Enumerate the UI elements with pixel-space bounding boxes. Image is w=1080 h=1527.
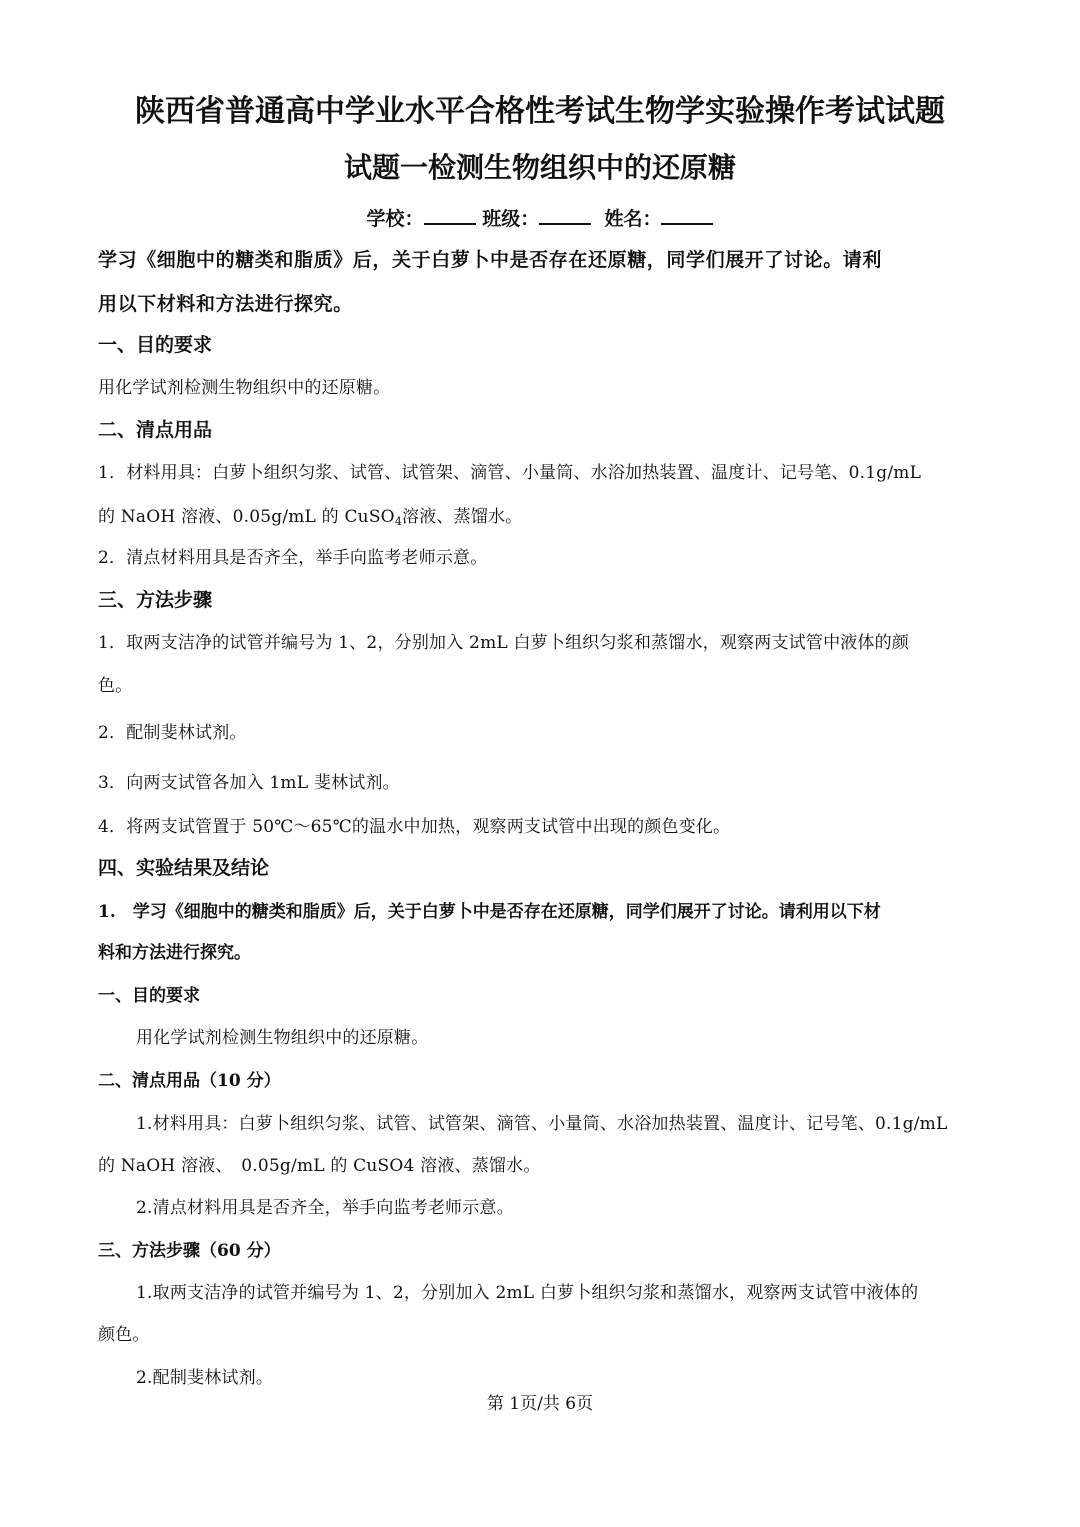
answer-materials-item-1-line-1: 1.材料用具：白萝卜组织匀浆、试管、试管架、滴管、小量筒、水浴加热装置、温度计、记号笔、0.1g/mL xyxy=(136,1114,948,1134)
name-blank[interactable] xyxy=(661,205,713,225)
purpose-text: 用化学试剂检测生物组织中的还原糖。 xyxy=(98,378,391,398)
student-info-line xyxy=(0,205,1080,231)
section-heading-purpose: 一、目的要求 xyxy=(98,334,213,356)
step-4: 4．将两支试管置于 50℃～65℃的温水中加热，观察两支试管中出现的颜色变化。 xyxy=(98,817,731,837)
materials-item-1-line-2: 的 NaOH 溶液、0.05g/mL 的 CuSO$_4$溶液、蒸馏水。 xyxy=(98,507,523,528)
answer-heading-steps: 三、方法步骤（60 分） xyxy=(98,1241,281,1261)
answer-heading-materials: 二、清点用品（10 分） xyxy=(98,1071,281,1091)
step-3: 3．向两支试管各加入 1mL 斐林试剂。 xyxy=(98,773,400,793)
class-blank[interactable] xyxy=(539,205,591,225)
answer-heading-purpose: 一、目的要求 xyxy=(98,986,200,1006)
section-heading-steps: 三、方法步骤 xyxy=(98,589,213,611)
doc-subtitle: 试题一检测生物组织中的还原糖 xyxy=(343,151,736,184)
materials-item-2: 2．清点材料用具是否齐全，举手向监考老师示意。 xyxy=(98,548,488,568)
class-label: 班级： xyxy=(482,208,540,230)
answer-intro-line-2: 料和方法进行探究。 xyxy=(98,943,251,963)
section-heading-results: 四、实验结果及结论 xyxy=(98,857,270,879)
doc-title: 陕西省普通高中学业水平合格性考试生物学实验操作考试试题 xyxy=(135,94,945,129)
school-label: 学校： xyxy=(366,208,424,230)
answer-materials-item-1-line-2: 的 NaOH 溶液、 0.05g/mL 的 CuSO4 溶液、蒸馏水。 xyxy=(98,1156,541,1176)
name-label: 姓名： xyxy=(604,208,662,230)
step-1-line-2: 色。 xyxy=(98,676,133,696)
step-2: 2．配制斐林试剂。 xyxy=(98,723,247,743)
intro-line-1: 学习《细胞中的糖类和脂质》后，关于白萝卜中是否存在还原糖，同学们展开了讨论。请利 xyxy=(98,249,883,271)
answer-step-1-line-1: 1.取两支洁净的试管并编号为 1、2，分别加入 2mL 白萝卜组织匀浆和蒸馏水，观察两支试管中液体的 xyxy=(136,1283,919,1303)
page-number: 第 1页/共 6页 xyxy=(486,1394,594,1414)
intro-line-2: 用以下材料和方法进行探究。 xyxy=(98,293,353,315)
answer-purpose-text: 用化学试剂检测生物组织中的还原糖。 xyxy=(136,1028,429,1048)
answer-materials-item-2: 2.清点材料用具是否齐全，举手向监考老师示意。 xyxy=(136,1198,514,1218)
section-heading-materials: 二、清点用品 xyxy=(98,419,213,441)
answer-step-1-line-2: 颜色。 xyxy=(98,1325,150,1345)
materials-item-1-line-1: 1．材料用具：白萝卜组织匀浆、试管、试管架、滴管、小量筒、水浴加热装置、温度计、记号笔、0.1g/mL xyxy=(98,463,922,483)
answer-step-2: 2.配制斐林试剂。 xyxy=(136,1368,274,1388)
step-1-line-1: 1．取两支洁净的试管并编号为 1、2，分别加入 2mL 白萝卜组织匀浆和蒸馏水，观察两支试管中液体的颜 xyxy=(98,633,910,653)
answer-intro-line-1: 1. 学习《细胞中的糖类和脂质》后，关于白萝卜中是否存在还原糖，同学们展开了讨论。请利用以下材 xyxy=(98,902,881,922)
school-blank[interactable] xyxy=(424,205,476,225)
